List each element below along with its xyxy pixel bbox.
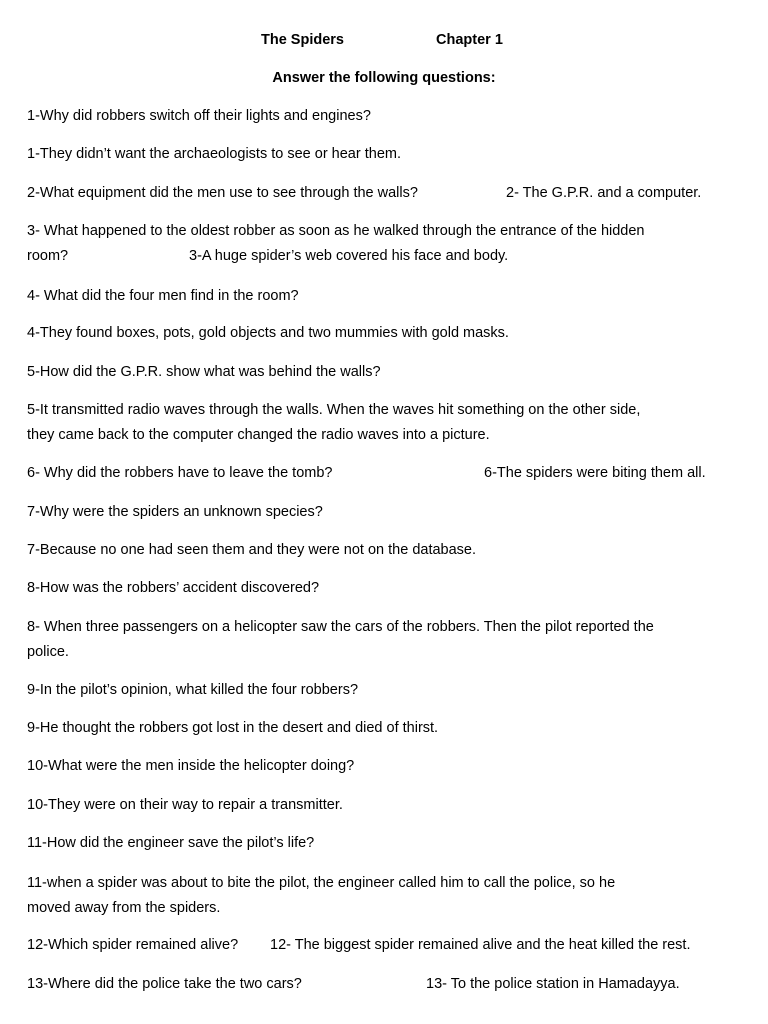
question-3-row-2 [27, 244, 747, 269]
question-12: 12-Which spider remained alive? [27, 937, 239, 953]
question-5: 5-How did the G.P.R. show what was behind the walls? [27, 364, 381, 380]
question-2-row [27, 181, 747, 206]
answer-13: 13- To the police station in Hamadayya. [426, 976, 680, 992]
answer-4: 4-They found boxes, pots, gold objects and two mummies with gold masks. [27, 325, 509, 341]
question-4: 4- What did the four men find in the room? [27, 288, 299, 304]
answer-6: 6-The spiders were biting them all. [484, 465, 706, 481]
answer-1: 1-They didn’t want the archaeologists to see or hear them. [27, 146, 401, 162]
answer-11: 11-when a spider was about to bite the pilot, the engineer called him to call the police, so he [27, 875, 616, 891]
answer-5: 5-It transmitted radio waves through the walls. When the waves hit something on the other side, [27, 402, 641, 418]
question-3: 3- What happened to the oldest robber as soon as he walked through the entrance of the hidden [27, 223, 645, 239]
answer-12: 12- The biggest spider remained alive and the heat killed the rest. [270, 937, 691, 953]
question-1: 1-Why did robbers switch off their lights and engines? [27, 108, 371, 124]
chapter-label: Chapter 1 [436, 32, 503, 48]
question-8: 8-How was the robbers’ accident discovered? [27, 580, 320, 596]
instructions-heading: Answer the following questions: [272, 70, 496, 86]
answer-8-continued: police. [27, 644, 69, 660]
question-10: 10-What were the men inside the helicopter doing? [27, 758, 355, 774]
answer-5-continued: they came back to the computer changed the radio waves into a picture. [27, 427, 490, 443]
answer-2: 2- The G.P.R. and a computer. [506, 185, 702, 201]
question-6-row [27, 461, 747, 486]
question-11: 11-How did the engineer save the pilot’s life? [27, 835, 315, 851]
document-title: The Spiders [261, 32, 344, 48]
answer-3: 3-A huge spider’s web covered his face and body. [189, 248, 509, 264]
answer-9: 9-He thought the robbers got lost in the desert and died of thirst. [27, 720, 439, 736]
question-9: 9-In the pilot’s opinion, what killed the four robbers? [27, 682, 359, 698]
question-6: 6- Why did the robbers have to leave the tomb? [27, 465, 333, 481]
question-13-row [27, 972, 747, 997]
answer-10: 10-They were on their way to repair a transmitter. [27, 797, 343, 813]
question-12-row [27, 933, 747, 958]
question-7: 7-Why were the spiders an unknown species? [27, 504, 323, 520]
question-13: 13-Where did the police take the two cars? [27, 976, 302, 992]
answer-7: 7-Because no one had seen them and they were not on the database. [27, 542, 477, 558]
question-3-continued: room? [27, 248, 69, 264]
answer-11-continued: moved away from the spiders. [27, 900, 221, 916]
question-2: 2-What equipment did the men use to see through the walls? [27, 185, 418, 201]
answer-8: 8- When three passengers on a helicopter saw the cars of the robbers. Then the pilot reported the [27, 619, 654, 635]
